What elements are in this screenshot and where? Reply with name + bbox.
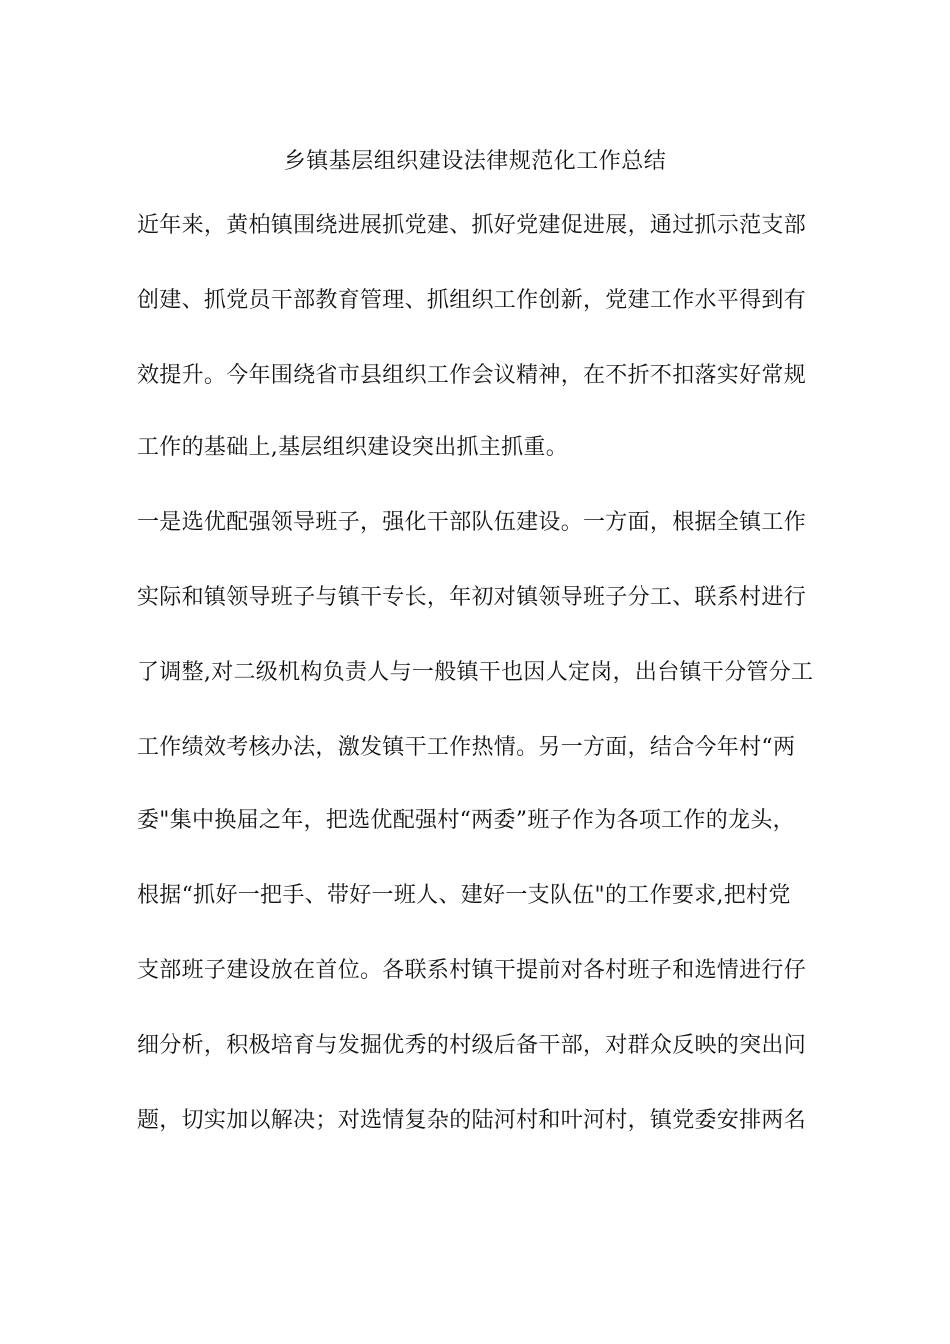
paragraph-line: 一是选优配强领导班子，强化干部队伍建设。一方面，根据全镇工作 [137,510,807,535]
paragraph-line: 题，切实加以解决；对选情复杂的陆河村和叶河村，镇党委安排两名 [137,1108,807,1133]
paragraph-line: 工作绩效考核办法，激发镇干工作热情。另一方面，结合今年村“两 [137,735,796,760]
document-title: 乡镇基层组织建设法律规范化工作总结 [283,149,667,174]
paragraph-line: 根据“抓好一把手、带好一班人、建好一支队伍"的工作要求,把村党 [137,883,791,908]
paragraph-line: 创建、抓党员干部教育管理、抓组织工作创新，党建工作水平得到有 [137,288,807,313]
paragraph-line: 工作的基础上,基层组织建设突出抓主抓重。 [137,435,568,460]
paragraph-line: 实际和镇领导班子与镇干专长，年初对镇领导班子分工、联系村进行 [137,585,807,610]
paragraph-line: 近年来，黄柏镇围绕进展抓党建、抓好党建促进展，通过抓示范支部 [137,213,807,238]
paragraph-line: 了调整,对二级机构负责人与一般镇干也因人定岗，出台镇干分管分工 [137,660,814,685]
paragraph-line: 效提升。今年围绕省市县组织工作会议精神，在不折不扣落实好常规 [137,363,807,388]
paragraph-line: 支部班子建设放在首位。各联系村镇干提前对各村班子和选情进行仔 [137,958,807,983]
paragraph-line: 委"集中换届之年，把选优配强村“两委”班子作为各项工作的龙头， [137,808,795,833]
paragraph-line: 细分析，积极培育与发掘优秀的村级后备干部，对群众反映的突出问 [137,1033,807,1058]
